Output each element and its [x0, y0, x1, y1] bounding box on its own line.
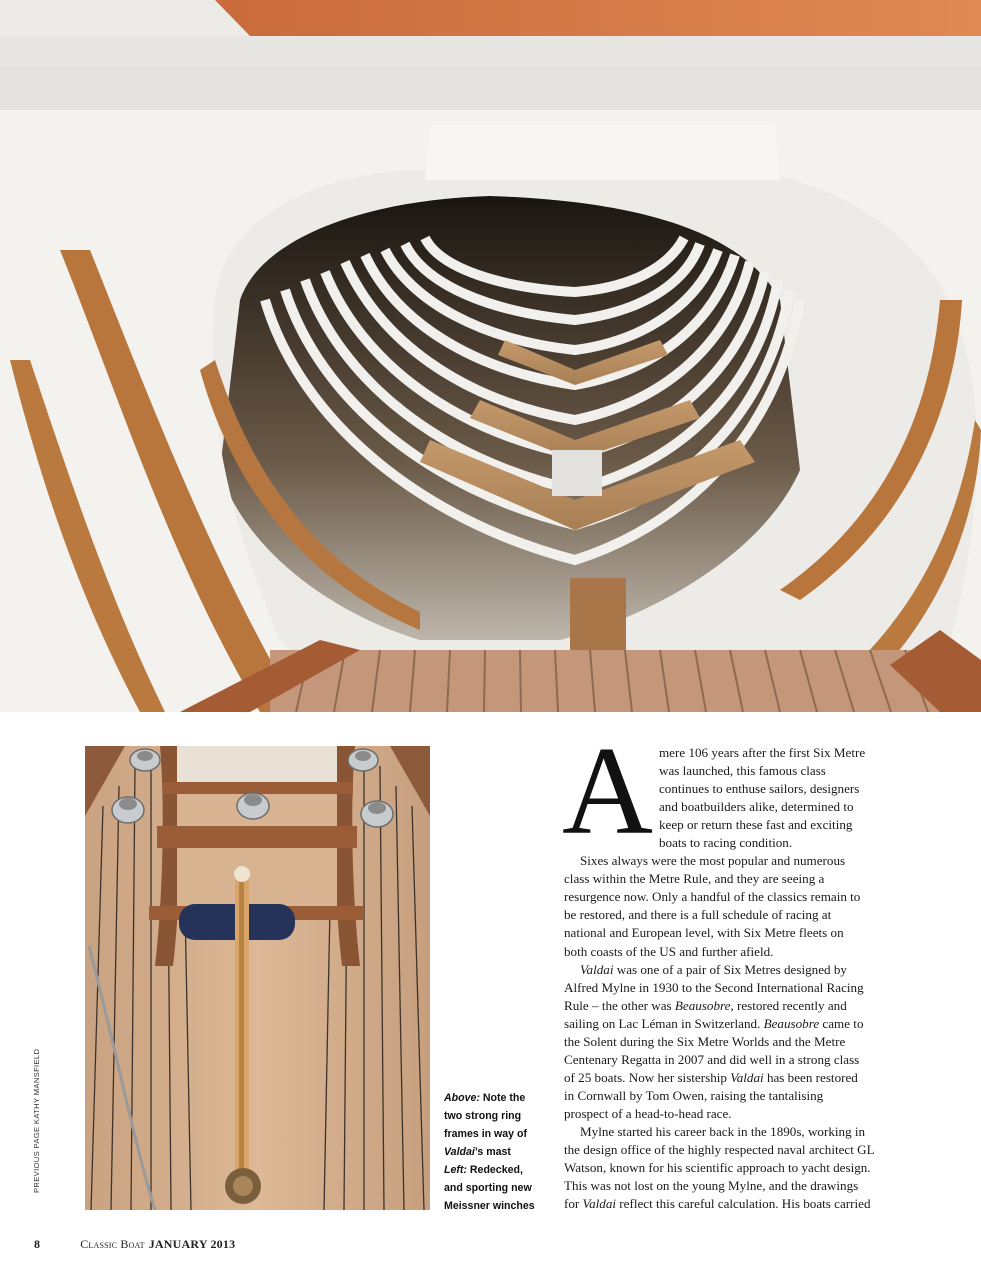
- article-paragraph-4: [564, 1123, 897, 1213]
- text-line: keep or return these fast and exciting: [659, 817, 853, 833]
- magazine-name: Classic Boat: [80, 1237, 145, 1251]
- boat-name: Beausobre: [674, 997, 731, 1013]
- text-line: mere 106 years after the first Six Metre: [659, 745, 866, 760]
- issue-date: JANUARY 2013: [148, 1237, 236, 1251]
- text-line: Alfred Mylne in 1930 to the Second International Racing: [564, 979, 864, 995]
- article-body: [562, 722, 897, 1213]
- caption-boat-name: Valdai: [444, 1146, 475, 1158]
- boat-name: Valdai: [582, 1196, 617, 1212]
- caption-left-text: Redecked, and sporting new Meissner winches: [444, 1164, 535, 1212]
- photo-caption: [444, 1089, 544, 1215]
- text-line: Mylne started his career back in the 1890s, working in: [580, 1123, 866, 1139]
- text-line: This was not lost on the young Mylne, and the drawings: [564, 1178, 859, 1194]
- text-line: [564, 1069, 897, 1087]
- caption-above-text: Note the two strong ring frames in way of: [444, 1092, 528, 1140]
- text-line: and boatbuilders alike, determined to: [659, 799, 854, 815]
- text-run: came to: [819, 1015, 864, 1031]
- text-run: was one of a pair of Six Metres designed by: [613, 961, 847, 977]
- text-line: Centenary Regatta in 2007 and did well in a strong class: [564, 1051, 860, 1067]
- text-line: Watson, known for his scientific approach to yacht design.: [564, 1160, 871, 1176]
- deck-photo: [85, 746, 430, 1210]
- text-run: sailing on Lac Léman in Switzerland.: [564, 1015, 764, 1031]
- text-line: [564, 961, 897, 979]
- text-line: [564, 997, 897, 1015]
- text-line: boats to racing condition.: [659, 835, 793, 851]
- text-run: has been restored: [763, 1069, 858, 1085]
- text-line: the design office of the highly respected naval architect GL: [564, 1142, 875, 1158]
- text-line: national and European level, with Six Metre fleets on: [564, 925, 844, 941]
- text-line: the Solent during the Six Metre Worlds and the Metre: [564, 1033, 846, 1049]
- text-run: for: [564, 1196, 583, 1212]
- text-run: of 25 boats. Now her sistership: [564, 1069, 731, 1085]
- text-line: [564, 1015, 897, 1033]
- article-paragraph-3: [564, 961, 897, 1123]
- page-footer: [34, 1237, 235, 1252]
- boat-name: Valdai: [730, 1069, 764, 1085]
- text-line: class within the Metre Rule, and they are seeing a: [564, 871, 825, 887]
- text-line: was launched, this famous class: [659, 763, 826, 779]
- text-run: , restored recently and: [730, 997, 847, 1013]
- caption-above-text-end: ’s mast: [474, 1146, 511, 1158]
- boat-name: Beausobre: [763, 1015, 820, 1031]
- text-line: be restored, and there is a full schedule of racing at: [564, 907, 832, 923]
- page-number: 8: [34, 1237, 41, 1251]
- text-line: [564, 1195, 897, 1213]
- boat-name: Valdai: [580, 961, 614, 977]
- text-run: Rule – the other was: [564, 997, 675, 1013]
- drop-cap: A: [562, 722, 653, 861]
- photo-credit: PREVIOUS PAGE KATHY MANSFIELD: [32, 1048, 41, 1193]
- text-line: prospect of a head-to-head race.: [564, 1105, 732, 1121]
- text-line: in Cornwall by Tom Owen, raising the tantalising: [564, 1087, 824, 1103]
- article-paragraph-2: [564, 852, 897, 960]
- text-line: Sixes always were the most popular and numerous: [580, 853, 846, 869]
- text-run: reflect this careful calculation. His boats carried: [616, 1196, 871, 1212]
- caption-left-label: Left:: [444, 1164, 467, 1176]
- caption-above-label: Above:: [444, 1092, 480, 1104]
- text-line: resurgence now. Only a handful of the classics remain to: [564, 889, 861, 905]
- text-line: both coasts of the US and further afield.: [564, 943, 774, 959]
- text-line: continues to enthuse sailors, designers: [659, 781, 860, 797]
